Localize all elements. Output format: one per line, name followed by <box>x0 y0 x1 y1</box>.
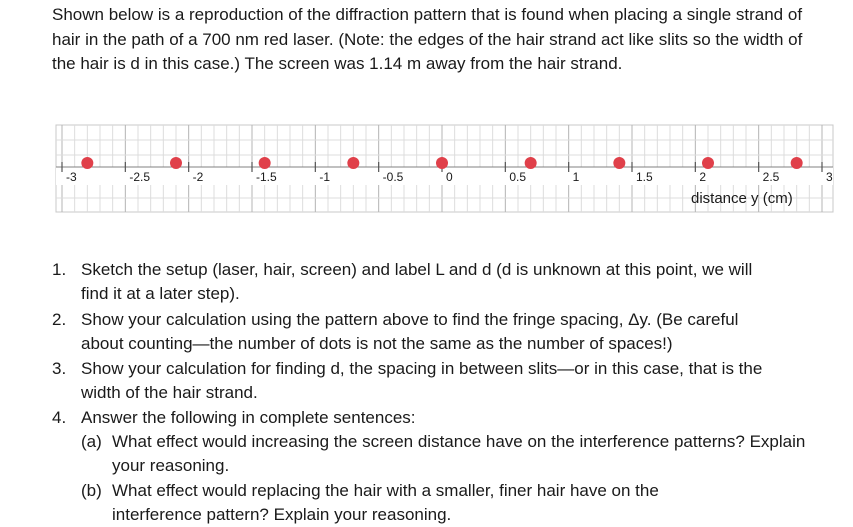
diffraction-dot <box>613 157 625 169</box>
subquestion-b-label: (b) <box>81 481 102 500</box>
question-4-number: 4. <box>52 408 67 427</box>
tick-label: -1.5 <box>256 170 277 184</box>
tick-label: -3 <box>66 170 77 184</box>
tick-label: -2.5 <box>129 170 151 184</box>
subquestion-b-text: What effect would replacing the hair with a smaller, finer hair have on the interference pattern? Explain your reasoning. <box>112 481 659 524</box>
question-3-number: 3. <box>52 359 67 378</box>
number-line-strip <box>56 167 833 185</box>
question-2-number: 2. <box>52 310 67 329</box>
question-3-text: Show your calculation for finding d, the spacing in between slits—or in this case, that is the width of the hair strand. <box>81 359 763 402</box>
tick-label: 2 <box>699 170 707 184</box>
question-1-text: Sketch the setup (laser, hair, screen) and label L and d (d is unknown at this point, we will find it at a later step). <box>81 260 753 303</box>
diffraction-dot <box>525 157 537 169</box>
diffraction-dot <box>702 157 714 169</box>
question-4-text: Answer the following in complete sentences: <box>81 408 416 427</box>
diffraction-dot <box>436 157 448 169</box>
intro-paragraph: Shown below is a reproduction of the diffraction pattern that is found when placing a single strand of hair in the path of a 700 nm red laser. (Note: the edges of the hair strand act like slits so the width of the hair is d in this case.) The screen was 1.14 m away from the hair strand. <box>52 5 803 73</box>
tick-label: -1 <box>319 170 331 184</box>
x-axis-label: distance y (cm) <box>691 190 793 207</box>
tick-label: 0.5 <box>509 170 527 184</box>
question-2-text: Show your calculation using the pattern above to find the fringe spacing, Δy. (Be careful about counting—the number of dots is not the same as the number of spaces!) <box>81 310 739 353</box>
diffraction-dot <box>347 157 359 169</box>
tick-label: 2.5 <box>762 170 780 184</box>
diffraction-dot <box>259 157 271 169</box>
tick-label: -2 <box>192 170 204 184</box>
tick-label: 1 <box>572 170 580 184</box>
tick-label: 0 <box>446 170 453 184</box>
subquestion-a-label: (a) <box>81 432 102 451</box>
diffraction-dot <box>791 157 803 169</box>
tick-label: -0.5 <box>382 170 404 184</box>
subquestion-a-text: What effect would increasing the screen distance have on the interference patterns? Explain your reasoning. <box>112 432 806 475</box>
question-1-number: 1. <box>52 260 67 279</box>
tick-label: 3 <box>826 170 833 184</box>
diffraction-dot <box>81 157 93 169</box>
diffraction-dot <box>170 157 182 169</box>
tick-label: 1.5 <box>636 170 653 184</box>
